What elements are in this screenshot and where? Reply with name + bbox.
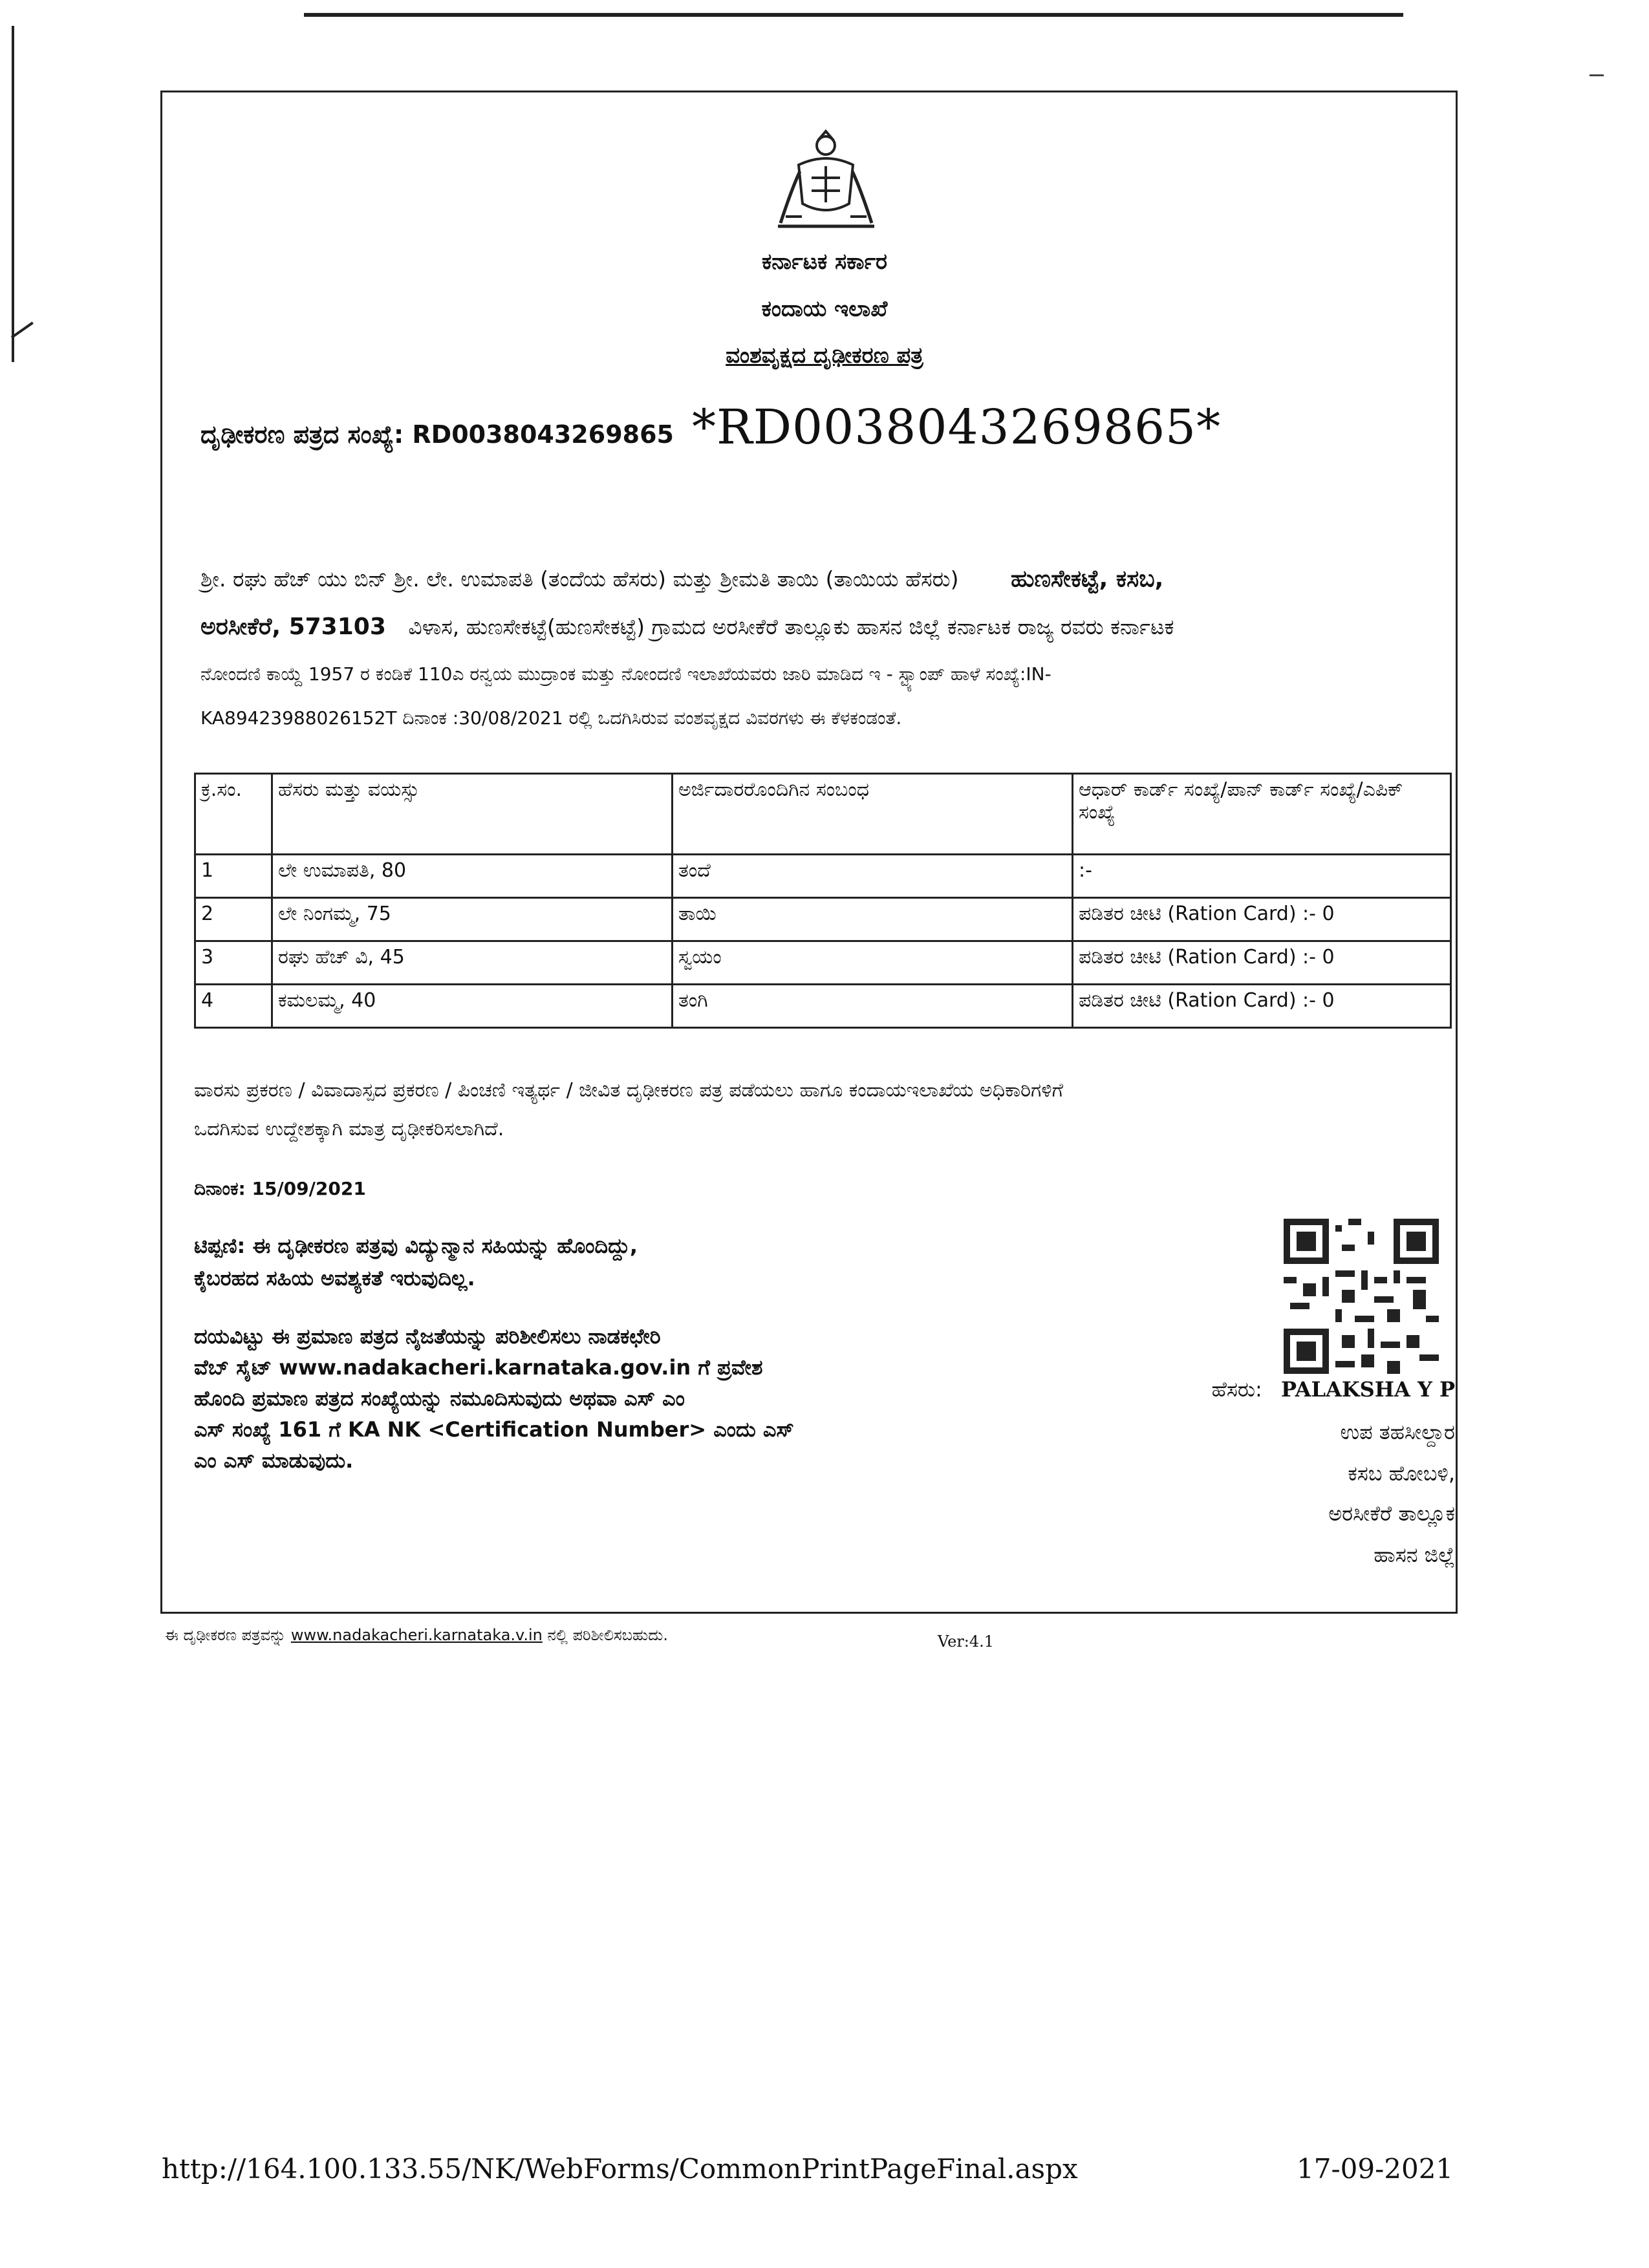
table-cell: ತಾಯಿ [673, 898, 1073, 941]
intro-address-bold: ಹುಣಸೇಕಟ್ಟೆ, ಕಸಬ, [1011, 566, 1164, 592]
signatory-name-label: ಹೆಸರು: [1211, 1377, 1262, 1402]
header-department: ಕಂದಾಯ ಇಲಾಖೆ [761, 296, 888, 322]
table-cell: 1 [195, 855, 272, 898]
note-esign-2: ಕೈಬರಹದ ಸಹಿಯ ಅವಶ್ಯಕತೆ ಇರುವುದಿಲ್ಲ. [194, 1266, 475, 1290]
scan-artifact-line [304, 13, 1403, 17]
table-header-cell: ಆಧಾರ್ ಕಾರ್ಡ್ ಸಂಖ್ಯೆ/ಪಾನ್ ಕಾರ್ಡ್ ಸಂಖ್ಯೆ/ಎಪಿಕ್ ಸಂಖ್ಯೆ [1073, 774, 1451, 855]
table-cell: ರಘು ಹೆಚ್ ವಿ, 45 [272, 941, 673, 985]
intro-text: ವಿಳಾಸ, ಹುಣಸೇಕಟ್ಟೆ(ಹುಣಸೇಕಟ್ಟೆ) ಗ್ರಾಮದ ಅರಸೀಕೆರೆ ತಾಲ್ಲೂಕು ಹಾಸನ ಜಿಲ್ಲೆ ಕರ್ನಾಟಕ ರಾಜ್ಯ ರವರು ಕರ್ನಾಟಕ [408, 614, 1174, 639]
note-verify-2: ವೆಬ್ ಸೈಟ್ www.nadakacheri.karnataka.gov.in ಗೆ ಪ್ರವೇಶ [194, 1355, 763, 1380]
purpose-line-1: ವಾರಸು ಪ್ರಕರಣ / ವಿವಾದಾಸ್ಪದ ಪ್ರಕರಣ / ಪಿಂಚಣಿ ಇತ್ಯರ್ಥ / ಜೀವಿತ ದೃಢೀಕರಣ ಪತ್ರ ಪಡೆಯಲು ಹಾಗೂ ಕಂದಾಯಇಲಾಖೆಯ ಅಧಿಕಾರಿಗಳಿಗೆ [194, 1079, 1064, 1102]
table-cell: 4 [195, 985, 272, 1028]
table-cell: 3 [195, 941, 272, 985]
issue-date: ದಿನಾಂಕ: 15/09/2021 [194, 1178, 366, 1199]
signatory-district: ಹಾಸನ ಜಿಲ್ಲೆ [1374, 1543, 1455, 1567]
note-verify-1: ದಯವಿಟ್ಟು ಈ ಪ್ರಮಾಣ ಪತ್ರದ ನೈಜತೆಯನ್ನು ಪರಿಶೀಲಿಸಲು ನಾಡಕಛೇರಿ [194, 1324, 661, 1349]
table-header-cell: ಅರ್ಜಿದಾರರೊಂದಿಗಿನ ಸಂಬಂಧ [673, 774, 1073, 855]
table-cell: ಲೇ ಉಮಾಪತಿ, 80 [272, 855, 673, 898]
print-date: 17-09-2021 [1297, 2153, 1454, 2185]
qr-code-icon [1284, 1219, 1439, 1374]
note-esign-1: ಟಿಪ್ಪಣಿ: ಈ ದೃಢೀಕರಣ ಪತ್ರವು ವಿದ್ಯುನ್ಮಾನ ಸಹಿಯನ್ನು ಹೊಂದಿದ್ದು, [194, 1234, 638, 1258]
intro-text: ಶ್ರೀ. ರಘು ಹೆಚ್ ಯು ಬಿನ್ ಶ್ರೀ. ಲೇ. ಉಮಾಪತಿ (ತಂದೆಯ ಹೆಸರು) ಮತ್ತು ಶ್ರೀಮತಿ ತಾಯಿ (ತಾಯಿಯ ಹೆಸರು) [200, 566, 959, 592]
print-url: http://164.100.133.55/NK/WebForms/CommonPrintPageFinal.aspx [162, 2153, 1078, 2185]
family-tree-table [194, 773, 1452, 1029]
scan-artifact-mark [11, 321, 34, 338]
table-cell: ಪಡಿತರ ಚೀಟಿ (Ration Card) :- 0 [1073, 985, 1451, 1028]
footer-suffix: ನಲ್ಲಿ ಪರಿಶೀಲಿಸಬಹುದು. [547, 1626, 669, 1644]
signatory-taluk: ಅರಸೀಕೆರೆ ತಾಲ್ಲೂಕ [1328, 1501, 1455, 1526]
table-row [195, 985, 1451, 1028]
verification-footer [165, 1626, 668, 1644]
signatory-designation: ಉಪ ತಹಸೀಲ್ದಾರ [1340, 1420, 1455, 1444]
table-row [195, 941, 1451, 985]
note-verify-3: ಹೊಂದಿ ಪ್ರಮಾಣ ಪತ್ರದ ಸಂಖ್ಯೆಯನ್ನು ನಮೂದಿಸುವುದು ಅಥವಾ ಎಸ್ ಎಂ [194, 1386, 685, 1411]
table-cell: ಲೇ ನಿಂಗಮ್ಮ, 75 [272, 898, 673, 941]
state-emblem-icon [773, 126, 879, 233]
intro-address-bold: ಅರಸೀಕೆರೆ, 573103 [200, 614, 386, 640]
table-cell: ಕಮಲಮ್ಮ, 40 [272, 985, 673, 1028]
intro-line-4: KA89423988026152T ದಿನಾಂಕ :30/08/2021 ರಲ್ಲಿ ಒದಗಿಸಿರುವ ವಂಶವೃಕ್ಷದ ವಿವರಗಳು ಈ ಕೆಳಕಂಡಂತೆ. [200, 707, 902, 729]
signatory-hobli: ಕಸಬ ಹೋಬಳಿ, [1348, 1461, 1455, 1486]
signatory-name: PALAKSHA Y P [1280, 1377, 1455, 1402]
intro-line-3: ನೋಂದಣಿ ಕಾಯ್ದೆ 1957 ರ ಕಂಡಿಕೆ 110ಎ ರನ್ವಯ ಮುದ್ರಾಂಕ ಮತ್ತು ನೋಂದಣಿ ಇಲಾಖೆಯವರು ಜಾರಿ ಮಾಡಿದ ಇ - ಸ್ಟ್ಯಾಂಪ್ ಹಾಳೆ ಸಂಖ್ಯೆ:IN- [200, 663, 1051, 685]
intro-line-2 [200, 609, 1461, 645]
certificate-number: ದೃಢೀಕರಣ ಪತ್ರದ ಸಂಖ್ಯೆ: RD0038043269865 [200, 420, 674, 449]
table-cell: :- [1073, 855, 1451, 898]
table-cell: ಪಡಿತರ ಚೀಟಿ (Ration Card) :- 0 [1073, 941, 1451, 985]
table-header-cell: ಹೆಸರು ಮತ್ತು ವಯಸ್ಸು [272, 774, 673, 855]
header-government: ಕರ್ನಾಟಕ ಸರ್ಕಾರ [761, 249, 888, 275]
table-cell: ಪಡಿತರ ಚೀಟಿ (Ration Card) :- 0 [1073, 898, 1451, 941]
scan-artifact-mark [1590, 74, 1604, 76]
intro-line-1 [200, 561, 1461, 597]
footer-prefix: ಈ ದೃಢೀಕರಣ ಪತ್ರವನ್ನು [165, 1626, 286, 1644]
table-header-row [195, 774, 1451, 855]
table-header-cell: ಕ್ರ.ಸಂ. [195, 774, 272, 855]
header-certificate-title: ವಂಶವೃಕ್ಷದ ದೃಢೀಕರಣ ಪತ್ರ [726, 343, 923, 369]
signatory-name-line [1170, 1377, 1455, 1402]
table-row [195, 898, 1451, 941]
table-cell: ಸ್ವಯಂ [673, 941, 1073, 985]
table-cell: 2 [195, 898, 272, 941]
certificate-barcode-text: *RD0038043269865* [692, 400, 1222, 455]
footer-verification-link[interactable]: www.nadakacheri.karnataka.v.in [290, 1626, 543, 1644]
table-cell: ತಂಗಿ [673, 985, 1073, 1028]
note-verify-5: ಎಂ ಎಸ್ ಮಾಡುವುದು. [194, 1448, 354, 1473]
version-label: Ver:4.1 [938, 1632, 995, 1651]
note-verify-4: ಎಸ್ ಸಂಖ್ಯೆ 161 ಗೆ KA NK <Certification Number> ಎಂದು ಎಸ್ [194, 1417, 794, 1442]
table-row [195, 855, 1451, 898]
purpose-line-2: ಒದಗಿಸುವ ಉದ್ದೇಶಕ್ಕಾಗಿ ಮಾತ್ರ ದೃಢೀಕರಿಸಲಾಗಿದೆ. [194, 1118, 504, 1140]
table-cell: ತಂದೆ [673, 855, 1073, 898]
